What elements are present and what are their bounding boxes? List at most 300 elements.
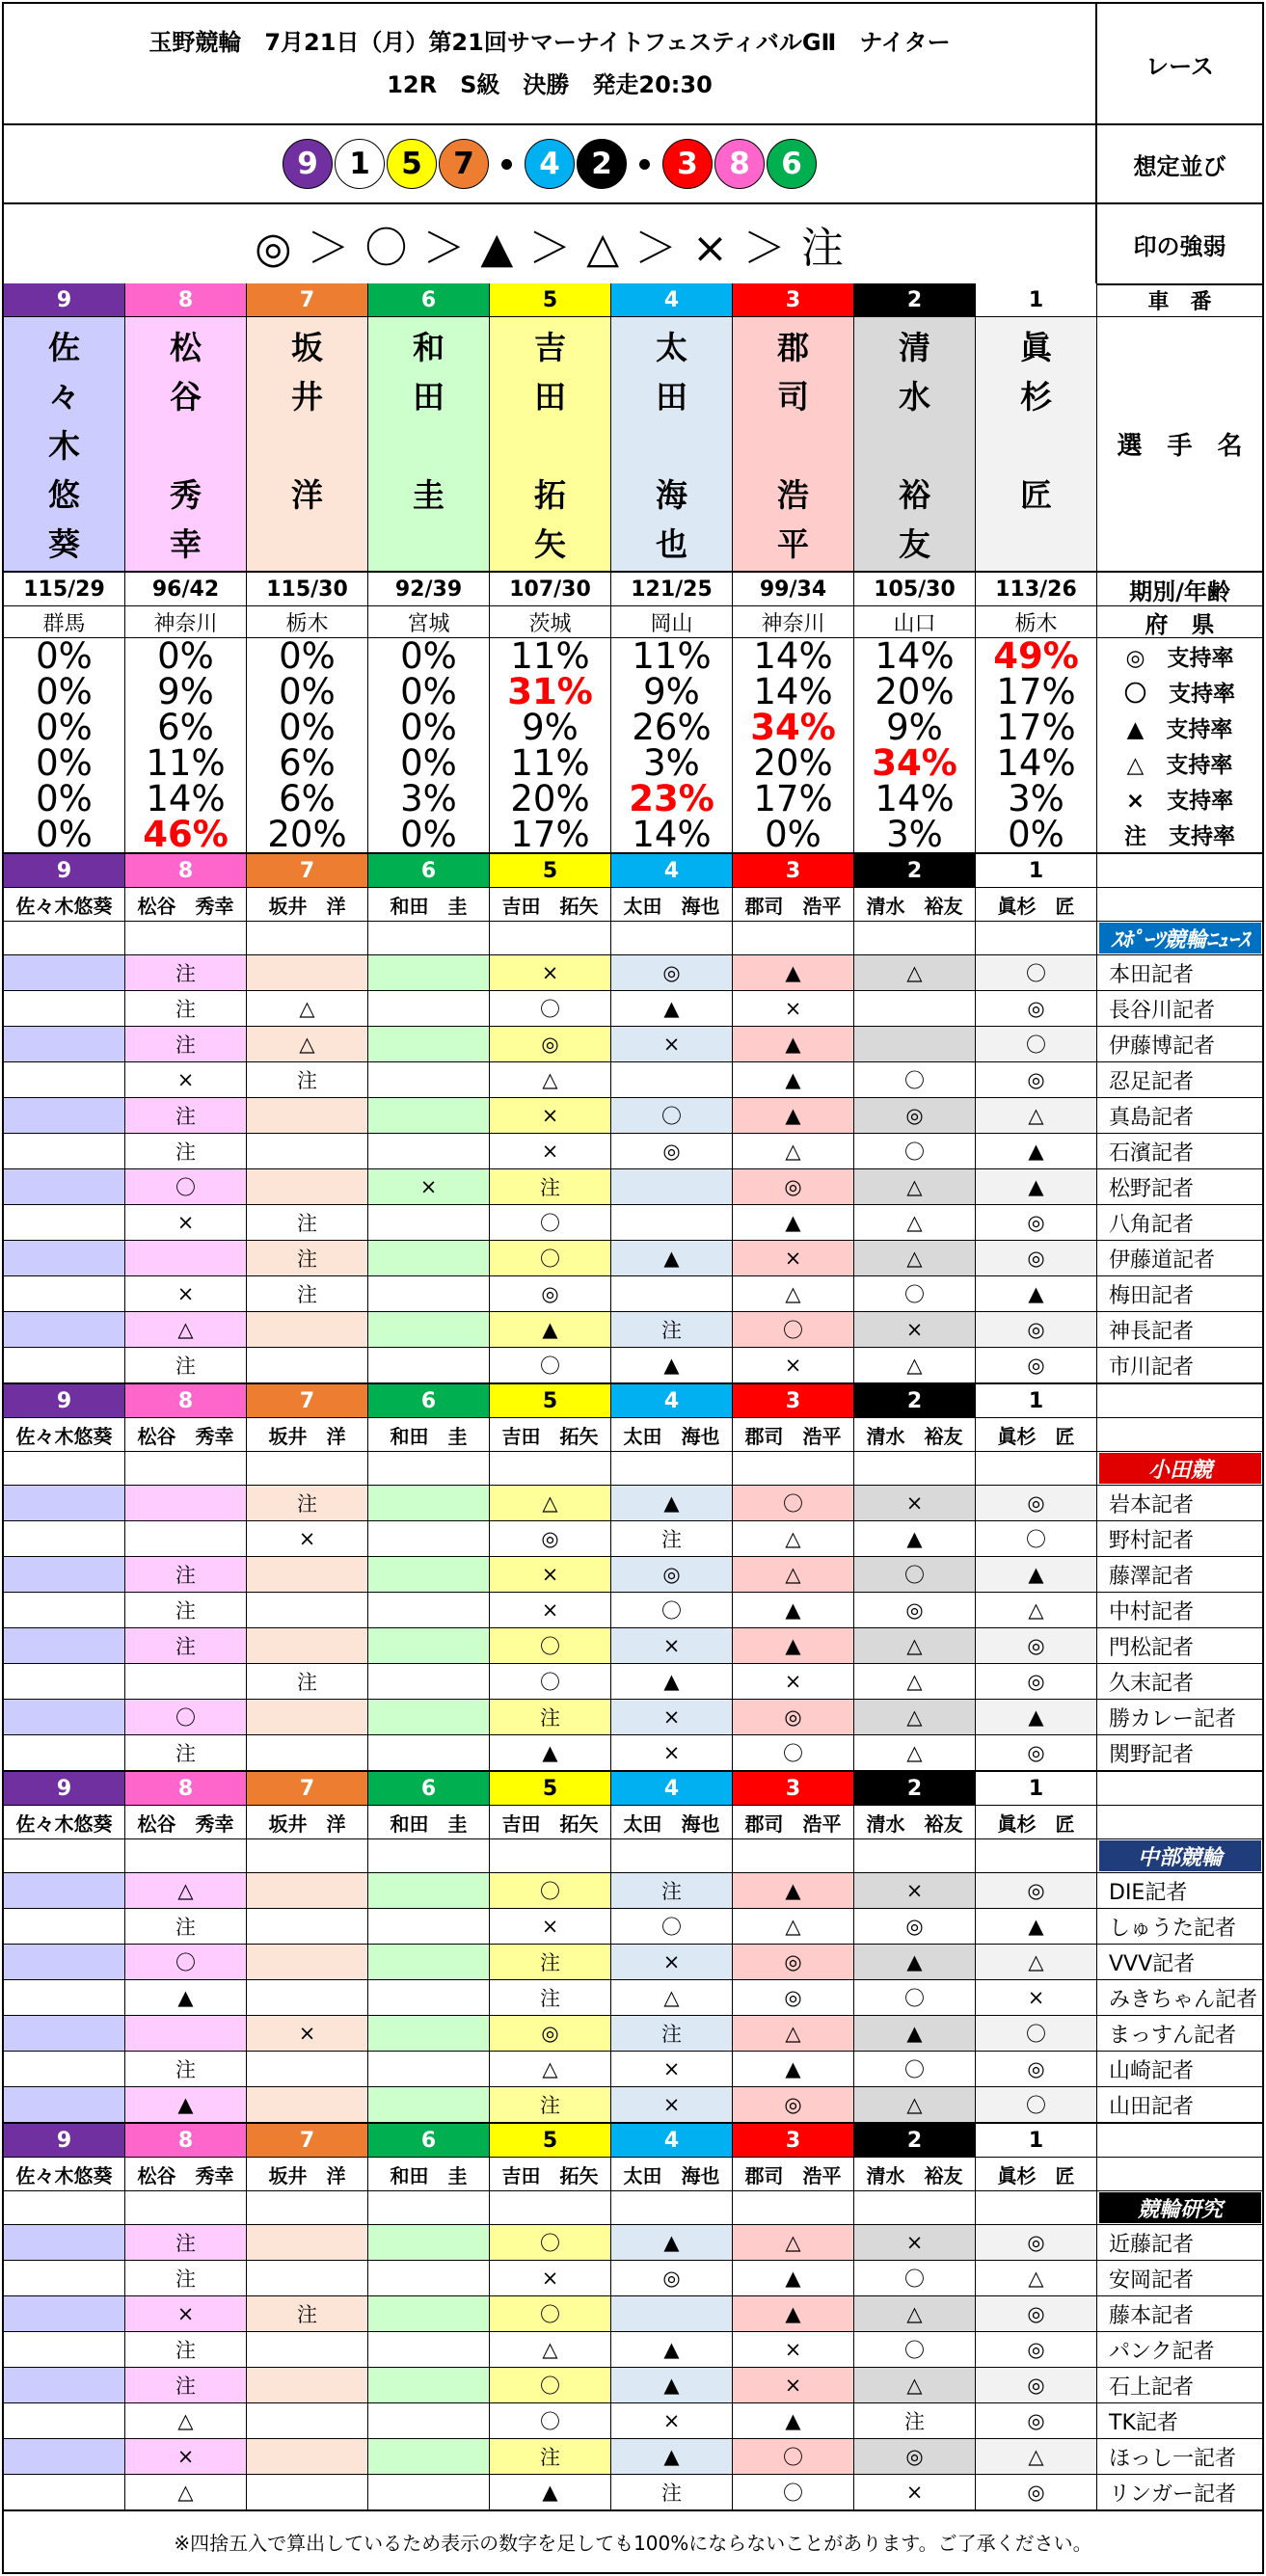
prediction-mark-cell: 注 (125, 1557, 247, 1592)
prediction-mark-cell: × (854, 2225, 976, 2260)
prediction-mark-cell: ◎ (976, 1664, 1097, 1699)
section-car-number-cell: 5 (490, 854, 611, 887)
prediction-mark-cell: × (490, 1134, 611, 1168)
rider-name-char: 也 (656, 525, 687, 563)
prediction-mark-cell (4, 1664, 125, 1699)
support-rate-row (4, 745, 1262, 781)
section-rider-name-row (4, 2158, 1262, 2190)
section-rider-name-cell: 清水 裕友 (854, 1418, 976, 1451)
rider-name-char: 坂 (291, 329, 323, 366)
reporter-name: 関野記者 (1109, 1742, 1195, 1767)
reporter-name: 梅田記者 (1109, 1283, 1195, 1308)
prediction-mark-cell: 〇 (854, 1980, 976, 2015)
prediction-mark-cell: ◎ (733, 1169, 854, 1204)
prediction-mark-cell: ▲ (733, 1593, 854, 1627)
prediction-mark-cell: × (733, 991, 854, 1026)
prediction-mark-cell: 注 (247, 1062, 368, 1097)
prediction-mark-cell: ◎ (976, 1735, 1097, 1770)
prediction-mark-cell (4, 2475, 125, 2509)
newspaper-logo: ｽﾎﾟｰﾂ競輪ﾆｭｰｽ (1099, 923, 1261, 953)
prediction-mark-cell (247, 1945, 368, 1979)
prediction-mark-cell (4, 1241, 125, 1275)
reporter-row (4, 1486, 1262, 1520)
prediction-mark-cell: ▲ (611, 1664, 733, 1699)
section-car-number-cell: 3 (733, 1384, 854, 1417)
prefecture-cell: 宮城 (368, 606, 490, 637)
prediction-mark-cell: ▲ (733, 2052, 854, 2086)
reporter-name: 藤澤記者 (1109, 1564, 1195, 1589)
prediction-mark-cell: △ (854, 2368, 976, 2402)
reporter-name: 安岡記者 (1109, 2267, 1195, 2293)
prediction-mark-cell: ▲ (611, 2368, 733, 2402)
section-rider-name-cell: 太田 海也 (611, 1806, 733, 1838)
support-rate-cell: 17% (976, 674, 1097, 710)
prediction-mark-cell: △ (125, 2475, 247, 2509)
prediction-mark-cell (4, 2087, 125, 2122)
prediction-mark-cell: ◎ (976, 2225, 1097, 2260)
prediction-mark-cell (611, 1276, 733, 1311)
prediction-mark-cell (4, 1205, 125, 1240)
section-rider-name-cell: 和田 圭 (368, 888, 490, 921)
prediction-mark-cell (368, 1980, 490, 2015)
period-age-cell: 115/29 (4, 573, 125, 605)
prediction-mark-cell (247, 1134, 368, 1168)
prediction-mark-cell: 〇 (854, 2052, 976, 2086)
lineup-circle: 8 (714, 139, 765, 189)
blank-cell (368, 2191, 490, 2224)
race-label: レース (1145, 52, 1214, 80)
prediction-mark-cell (4, 1700, 125, 1734)
prediction-mark-cell: △ (854, 1700, 976, 1734)
prediction-mark-cell: △ (854, 1628, 976, 1663)
section-rider-name-cell: 吉田 拓矢 (490, 888, 611, 921)
prediction-mark-cell (247, 2225, 368, 2260)
section-rider-name-cell: 清水 裕友 (854, 888, 976, 921)
prediction-mark-cell: ◎ (490, 1027, 611, 1061)
prediction-mark-cell: × (854, 1486, 976, 1520)
section-car-number-cell: 4 (611, 854, 733, 887)
period-age-cell: 121/25 (611, 573, 733, 605)
reporter-row (4, 991, 1262, 1026)
section-logo-cell (1097, 1452, 1262, 1485)
prediction-mark-cell (125, 1486, 247, 1520)
prediction-mark-cell (368, 1700, 490, 1734)
prediction-mark-cell (368, 2225, 490, 2260)
prediction-mark-cell (247, 2261, 368, 2295)
prediction-mark-cell: △ (125, 1873, 247, 1908)
rider-name-char: 眞 (1020, 329, 1052, 366)
prediction-mark-cell (125, 1521, 247, 1556)
rider-name-char: 郡 (777, 329, 809, 366)
prediction-mark-cell (4, 991, 125, 1026)
section-car-number-cell: 3 (733, 854, 854, 887)
prefecture-cell: 神奈川 (733, 606, 854, 637)
prediction-mark-cell: 注 (125, 1909, 247, 1944)
prediction-mark-cell (125, 1664, 247, 1699)
prediction-mark-cell: ▲ (733, 2296, 854, 2331)
prediction-mark-cell: ◎ (611, 2261, 733, 2295)
prefecture-cell: 岡山 (611, 606, 733, 637)
section-car-number-cell: 4 (611, 2124, 733, 2157)
prediction-mark-cell: 注 (125, 1027, 247, 1061)
section-rider-name-cell: 眞杉 匠 (976, 1806, 1097, 1838)
section-rider-name-cell: 吉田 拓矢 (490, 1806, 611, 1838)
reporter-name: 本田記者 (1109, 962, 1195, 987)
prediction-mark-cell: × (976, 1980, 1097, 2015)
section-header-empty (1097, 1418, 1262, 1451)
support-rate-cell: 6% (125, 710, 247, 745)
prediction-mark-cell: × (490, 1557, 611, 1592)
support-rate-cell: 14% (125, 781, 247, 817)
prediction-mark-cell (247, 955, 368, 990)
blank-cell (490, 922, 611, 954)
section-car-number-cell: 6 (368, 1772, 490, 1805)
prediction-mark-cell (368, 2475, 490, 2509)
rider-name-char: 匠 (1020, 476, 1052, 514)
support-rate-cell: 0% (368, 638, 490, 674)
support-rate-cell: 3% (368, 781, 490, 817)
prediction-mark-cell: ◎ (854, 1098, 976, 1133)
reporter-name: DIE記者 (1109, 1880, 1188, 1905)
prediction-mark-cell: △ (733, 2225, 854, 2260)
prediction-mark-cell (368, 1521, 490, 1556)
reporter-row (4, 1909, 1262, 1944)
prediction-mark-cell: × (247, 2016, 368, 2051)
prediction-mark-cell (4, 1134, 125, 1168)
reporter-name: 長谷川記者 (1109, 998, 1216, 1023)
blank-cell (976, 922, 1097, 954)
car-number-cell: 2 (854, 283, 976, 316)
prediction-mark-cell: ◎ (490, 1276, 611, 1311)
support-rate-cell: 14% (854, 781, 976, 817)
blank-cell (247, 1452, 368, 1485)
section-rider-name-cell: 太田 海也 (611, 888, 733, 921)
blank-cell (976, 1839, 1097, 1872)
prediction-mark-cell: ◎ (976, 2403, 1097, 2438)
rider-name-cell (4, 317, 125, 571)
prediction-mark-cell (368, 1735, 490, 1770)
section-rider-name-cell: 清水 裕友 (854, 2158, 976, 2190)
race-subtitle: 12R S級 決勝 発走20:30 (387, 71, 713, 98)
prediction-mark-cell: 〇 (976, 2087, 1097, 2122)
prediction-mark-cell (247, 1557, 368, 1592)
prediction-mark-cell: △ (976, 2439, 1097, 2474)
reporter-name: しゅうた記者 (1109, 1916, 1237, 1941)
section-car-number-cell: 2 (854, 1384, 976, 1417)
section-rider-name-cell: 眞杉 匠 (976, 2158, 1097, 2190)
section-car-number-cell: 1 (976, 1384, 1097, 1417)
prediction-mark-cell: ▲ (611, 2225, 733, 2260)
prediction-mark-cell: 〇 (976, 2016, 1097, 2051)
prediction-mark-cell (247, 1348, 368, 1382)
section-rider-name-cell: 坂井 洋 (247, 1418, 368, 1451)
rider-name-row (4, 317, 1262, 571)
section-rider-name-cell: 郡司 浩平 (733, 888, 854, 921)
prediction-mark-cell: ▲ (490, 1735, 611, 1770)
prediction-mark-cell: × (611, 2403, 733, 2438)
period-age-cell: 113/26 (976, 573, 1097, 605)
section-car-number-cell: 4 (611, 1384, 733, 1417)
support-rate-cell: 14% (733, 638, 854, 674)
blank-cell (733, 2191, 854, 2224)
prediction-mark-cell (4, 1098, 125, 1133)
prediction-mark-cell: ◎ (733, 2087, 854, 2122)
section-rider-name-cell: 佐々木悠葵 (4, 2158, 125, 2190)
prefecture-cell: 茨城 (490, 606, 611, 637)
prediction-mark-cell (247, 2087, 368, 2122)
section-rider-name-cell: 松谷 秀幸 (125, 1806, 247, 1838)
prediction-mark-cell: △ (854, 2087, 976, 2122)
blank-cell (611, 1839, 733, 1872)
prediction-mark-cell (247, 2368, 368, 2402)
prediction-mark-cell: × (611, 1700, 733, 1734)
car-number-cell: 4 (611, 283, 733, 316)
reporter-name: 市川記者 (1109, 1355, 1195, 1380)
reporter-name: 山田記者 (1109, 2094, 1195, 2119)
blank-cell (368, 1452, 490, 1485)
prediction-mark-cell (247, 2052, 368, 2086)
support-rate-cell: 17% (490, 817, 611, 852)
prediction-mark-cell (4, 1062, 125, 1097)
prediction-mark-cell: △ (490, 1062, 611, 1097)
reporter-name: 久末記者 (1109, 1671, 1195, 1696)
prediction-mark-cell (368, 2332, 490, 2367)
prediction-mark-cell (368, 1098, 490, 1133)
rider-name-char: 佐 (48, 329, 80, 366)
prediction-mark-cell: ◎ (976, 1873, 1097, 1908)
prediction-mark-cell: 〇 (854, 1062, 976, 1097)
rider-name-char: 太 (656, 329, 687, 366)
prediction-mark-cell (125, 1241, 247, 1275)
section-logo-cell (1097, 2191, 1262, 2224)
reporter-row (4, 2368, 1262, 2402)
support-rate-cell: 6% (247, 781, 368, 817)
rider-name-char: 海 (656, 476, 687, 514)
prefecture-row (4, 606, 1262, 637)
lineup-label: 想定並び (1133, 152, 1226, 180)
rider-name-char: 拓 (534, 476, 566, 514)
mark-order: ◎ ＞ 〇 ＞ ▲ ＞ △ ＞ × ＞ 注 (4, 204, 1097, 283)
reporter-name: 真島記者 (1109, 1105, 1195, 1130)
rider-name-char: 田 (534, 378, 566, 416)
strength-label: 印の強弱 (1133, 232, 1226, 260)
blank-cell (733, 1452, 854, 1485)
period-age-cell: 107/30 (490, 573, 611, 605)
prediction-mark-cell: ◎ (976, 1241, 1097, 1275)
section-car-number-row (4, 1772, 1262, 1805)
blank-cell (733, 922, 854, 954)
reporter-name: 石上記者 (1109, 2375, 1195, 2400)
support-rate-cell: 11% (125, 745, 247, 781)
support-rate-cell: 3% (854, 817, 976, 852)
prediction-mark-cell: △ (611, 1980, 733, 2015)
support-rate-row (4, 781, 1262, 817)
prediction-mark-cell: ▲ (976, 1557, 1097, 1592)
race-info (4, 4, 1097, 123)
prediction-mark-cell: △ (854, 1348, 976, 1382)
prediction-mark-cell: 注 (247, 1486, 368, 1520)
section-car-number-row (4, 854, 1262, 887)
period-age-label: 期別/年齢 (1129, 577, 1230, 605)
reporter-name: リンガー記者 (1109, 2482, 1237, 2507)
section-rider-name-cell: 松谷 秀幸 (125, 1418, 247, 1451)
prediction-mark-cell: △ (854, 955, 976, 990)
blank-cell (125, 1452, 247, 1485)
lineup-separator-dot (501, 159, 512, 170)
prediction-mark-cell: 注 (125, 1134, 247, 1168)
section-rider-name-cell: 太田 海也 (611, 1418, 733, 1451)
prediction-mark-cell: ◎ (854, 1593, 976, 1627)
prediction-mark-cell: △ (125, 2403, 247, 2438)
prediction-mark-cell: 注 (247, 1276, 368, 1311)
footnote: ※四捨五入で算出しているため表示の数字を足しても100%にならないことがあります。ご了承ください。 (174, 2532, 1092, 2555)
prediction-mark-cell (854, 991, 976, 1026)
prediction-mark-cell: 注 (490, 1700, 611, 1734)
section-logo-row (4, 2191, 1262, 2224)
blank-cell (611, 922, 733, 954)
section-car-number-row (4, 1384, 1262, 1417)
section-car-number-cell: 5 (490, 1384, 611, 1417)
prediction-mark-cell (368, 1062, 490, 1097)
prediction-mark-cell: × (733, 1241, 854, 1275)
prediction-mark-cell: ◎ (611, 1134, 733, 1168)
support-rate-cell: 49% (976, 638, 1097, 674)
rider-name-char: 平 (777, 525, 809, 563)
prediction-mark-cell (4, 2225, 125, 2260)
section-header-empty (1097, 1384, 1262, 1417)
prediction-mark-cell (611, 1169, 733, 1204)
prediction-mark-cell: 注 (125, 1348, 247, 1382)
prediction-mark-cell (247, 1909, 368, 1944)
prediction-mark-cell: × (611, 1735, 733, 1770)
prediction-mark-cell: ◎ (611, 955, 733, 990)
support-rate-cell: 0% (4, 638, 125, 674)
prediction-mark-cell: 注 (125, 1628, 247, 1663)
reporter-row (4, 1735, 1262, 1770)
section-rider-name-cell: 郡司 浩平 (733, 1806, 854, 1838)
prediction-mark-cell: 〇 (490, 1664, 611, 1699)
rider-name-char: 悠 (48, 476, 80, 514)
prediction-mark-cell: ▲ (125, 1980, 247, 2015)
prediction-mark-cell: 〇 (733, 1312, 854, 1347)
car-number-cell: 9 (4, 283, 125, 316)
section-car-number-cell: 6 (368, 2124, 490, 2157)
prediction-mark-cell (4, 1593, 125, 1627)
prediction-mark-cell (247, 2439, 368, 2474)
prediction-mark-cell: 〇 (490, 991, 611, 1026)
support-rate-cell: 14% (611, 817, 733, 852)
rider-name-char: 裕 (899, 476, 930, 514)
prediction-mark-cell: ▲ (733, 955, 854, 990)
prediction-mark-cell: 注 (490, 1980, 611, 2015)
section-car-number-cell: 7 (247, 1772, 368, 1805)
rider-name-char: 和 (413, 329, 444, 366)
prediction-mark-cell (4, 2052, 125, 2086)
support-rate-cell: 3% (976, 781, 1097, 817)
blank-cell (4, 1452, 125, 1485)
reporter-row (4, 1312, 1262, 1347)
reporter-name: 勝カレー記者 (1109, 1706, 1237, 1731)
prediction-mark-cell: 〇 (490, 2296, 611, 2331)
rider-name-char: 浩 (777, 476, 809, 514)
prediction-mark-cell: × (611, 1027, 733, 1061)
reporter-name: 神長記者 (1109, 1319, 1195, 1344)
footer-row (4, 2511, 1262, 2572)
section-car-number-cell: 9 (4, 1384, 125, 1417)
blank-cell (125, 2191, 247, 2224)
support-rate-cell: 46% (125, 817, 247, 852)
prediction-mark-cell: 注 (611, 1521, 733, 1556)
prediction-mark-cell (4, 1027, 125, 1061)
section-rider-name-cell: 佐々木悠葵 (4, 1806, 125, 1838)
prediction-mark-cell: 注 (490, 2087, 611, 2122)
section-rider-name-row (4, 1418, 1262, 1451)
support-rate-label: △ 支持率 (1126, 753, 1233, 778)
section-rider-name-cell: 松谷 秀幸 (125, 2158, 247, 2190)
prediction-mark-cell: 〇 (854, 1134, 976, 1168)
lineup-circle: 4 (525, 139, 575, 189)
prediction-mark-cell: 注 (125, 2052, 247, 2086)
prediction-mark-cell (368, 2016, 490, 2051)
prediction-mark-cell: △ (976, 1098, 1097, 1133)
prediction-mark-cell: △ (854, 2296, 976, 2331)
prediction-mark-cell (368, 1312, 490, 1347)
prediction-mark-cell (368, 1134, 490, 1168)
reporter-row (4, 1557, 1262, 1592)
prediction-mark-cell: × (125, 1205, 247, 1240)
prediction-mark-cell (247, 1312, 368, 1347)
prediction-mark-cell: △ (490, 1486, 611, 1520)
support-rate-cell: 34% (733, 710, 854, 745)
prediction-mark-cell: 〇 (733, 2439, 854, 2474)
prediction-mark-cell (4, 1873, 125, 1908)
reporter-row (4, 1027, 1262, 1061)
support-rate-cell: 0% (733, 817, 854, 852)
support-rate-cell: 0% (4, 781, 125, 817)
reporter-name: 岩本記者 (1109, 1492, 1195, 1517)
support-rate-cell: 11% (490, 745, 611, 781)
rider-name-cell (125, 317, 247, 571)
reporter-row (4, 1169, 1262, 1204)
prediction-mark-cell (368, 1945, 490, 1979)
prediction-mark-cell: 注 (247, 1664, 368, 1699)
prediction-mark-cell: △ (976, 1593, 1097, 1627)
section-car-number-cell: 3 (733, 1772, 854, 1805)
prediction-mark-cell: 〇 (854, 2332, 976, 2367)
prediction-mark-cell: ▲ (611, 1486, 733, 1520)
section-logo-cell (1097, 1839, 1262, 1872)
prediction-mark-cell (247, 1628, 368, 1663)
prediction-mark-cell: ◎ (976, 1486, 1097, 1520)
prediction-mark-cell: 〇 (490, 2368, 611, 2402)
prediction-mark-cell (4, 2332, 125, 2367)
blank-cell (247, 1839, 368, 1872)
prediction-mark-cell: 〇 (490, 2225, 611, 2260)
reporter-name: 中村記者 (1109, 1599, 1195, 1624)
blank-cell (611, 1452, 733, 1485)
prediction-mark-cell: × (611, 2052, 733, 2086)
prediction-mark-cell: 〇 (611, 1909, 733, 1944)
lineup-circle: 5 (387, 139, 437, 189)
period-age-cell: 92/39 (368, 573, 490, 605)
prediction-mark-cell: 〇 (854, 2261, 976, 2295)
car-number-label: 車 番 (1147, 289, 1212, 314)
lineup-circle: 3 (662, 139, 713, 189)
reporter-name: 野村記者 (1109, 1528, 1195, 1553)
prediction-mark-cell (247, 1980, 368, 2015)
section-rider-name-cell: 眞杉 匠 (976, 1418, 1097, 1451)
car-number-row (4, 283, 1262, 316)
